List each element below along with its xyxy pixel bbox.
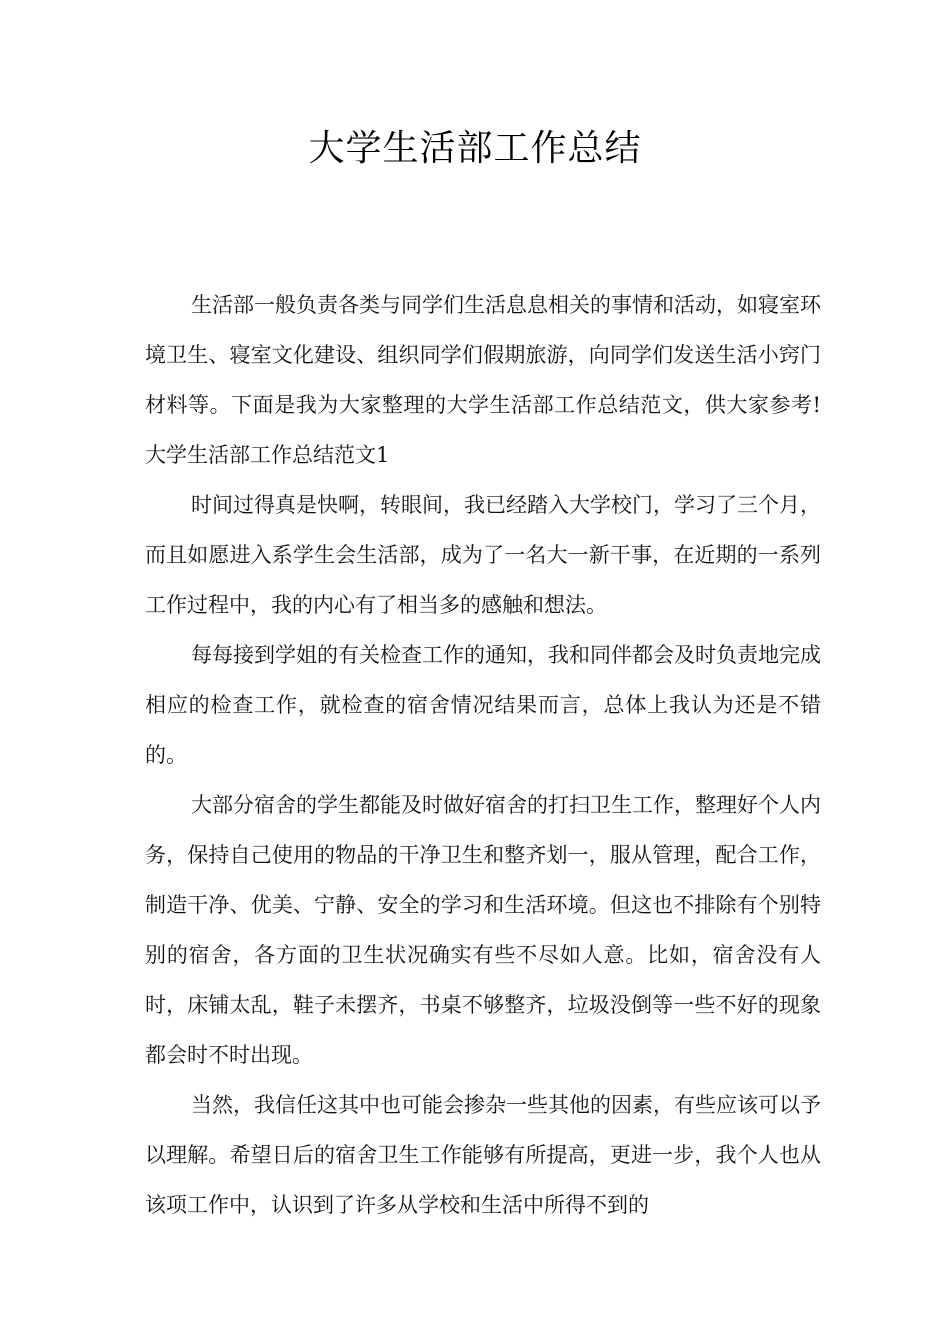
paragraph-reflection: 时间过得真是快啊，转眼间，我已经踏入大学校门，学习了三个月，而且如愿进入系学生会生活部，成为了一名大一新干事，在近期的一系列工作过程中，我的内心有了相当多的感触和想法。: [145, 493, 821, 617]
paragraph-understanding: 当然，我信任这其中也可能会掺杂一些其他的因素，有些应该可以予以理解。希望日后的宿舍卫生工作能够有所提高，更进一步，我个人也从该项工作中，认识到了许多从学校和生活中所得不到的: [145, 1093, 821, 1217]
paragraph-dorm-conditions: 大部分宿舍的学生都能及时做好宿舍的打扫卫生工作，整理好个人内务，保持自己使用的物品的干净卫生和整齐划一，服从管理，配合工作，制造干净、优美、宁静、安全的学习和生活环境。但这也不排除有个别特别的宿舍，各方面的卫生状况确实有些不尽如人意。比如，宿舍没有人时，床铺太乱，鞋子未摆齐，书桌不够整齐，垃圾没倒等一些不好的现象都会时不时出现。: [145, 793, 821, 1067]
document-body: [145, 280, 821, 1230]
paragraph-intro: 生活部一般负责各类与同学们生活息息相关的事情和活动，如寝室环境卫生、寝室文化建设、组织同学们假期旅游，向同学们发送生活小窍门材料等。下面是我为大家整理的大学生活部工作总结范文，供大家参考!大学生活部工作总结范文1: [145, 293, 821, 467]
paragraph-inspection: 每每接到学姐的有关检查工作的通知，我和同伴都会及时负责地完成相应的检查工作，就检查的宿舍情况结果而言，总体上我认为还是不错的。: [145, 643, 821, 767]
document-title: 大学生活部工作总结: [308, 128, 642, 169]
